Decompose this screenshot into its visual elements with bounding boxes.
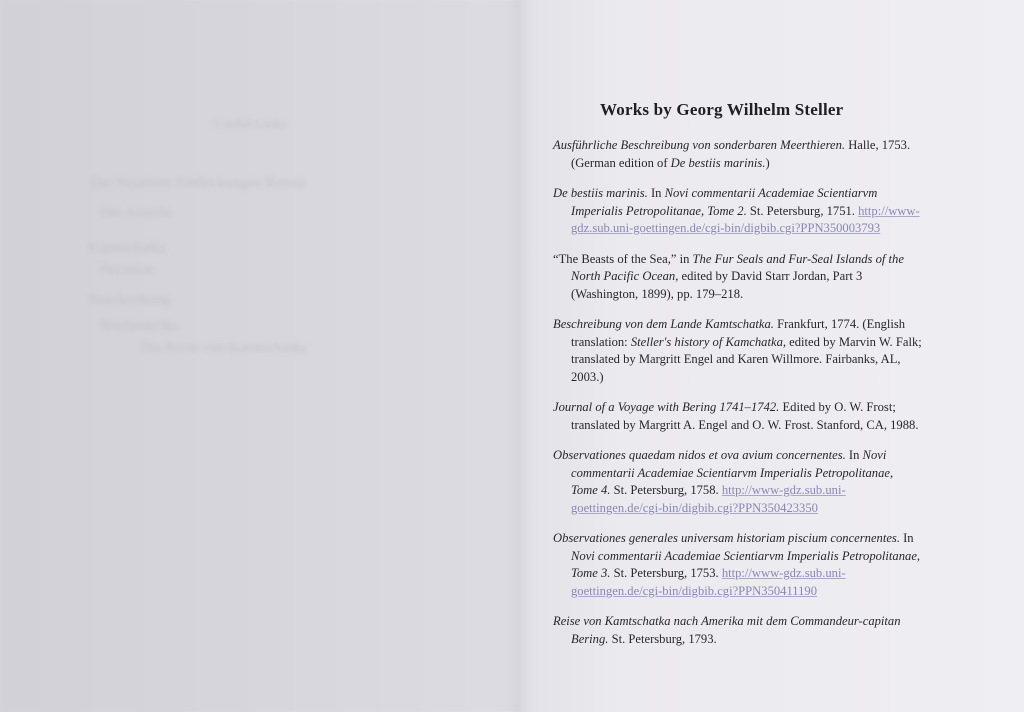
entry-text: In xyxy=(845,448,863,462)
work-title-secondary: Steller's history of Kamchatka, xyxy=(630,334,787,349)
entry-text-secondary: ) xyxy=(765,155,770,170)
ghost-line: Beschreibung xyxy=(88,292,171,308)
entry-text-secondary: St. Petersburg, 1753. xyxy=(610,566,722,580)
ghost-heading: Useful Links xyxy=(214,117,287,132)
work-title: Ausführliche Beschreibung von sonderbaren Meerthieren. xyxy=(553,138,846,152)
entry-text: edited by David Starr Jordan, Part 3 (Washington, 1899), pp. 179–218. xyxy=(571,269,863,301)
page-gutter xyxy=(505,0,535,712)
work-title-secondary: Novi commentarii Academiae Scientiarvm Imperialis Petropolitanae, Tome 3. xyxy=(571,548,921,580)
bibliography-list xyxy=(553,137,923,661)
work-title-secondary: De bestiis marinis. xyxy=(670,155,766,170)
entry-text-secondary: edited by Marvin W. Falk; translated by Margritt Engel and Karen Willmore. Fairbanks, AL, 2003.) xyxy=(571,334,922,384)
bibliography-entry xyxy=(553,137,923,172)
bibliography-entry xyxy=(553,251,923,304)
work-title: Observationes quaedam nidos et ova avium concernentes. xyxy=(553,448,846,462)
entry-text: In xyxy=(899,531,914,545)
ghost-line: Die Ansicht xyxy=(100,205,172,221)
entry-link[interactable]: http://www-gdz.sub.uni-goettingen.de/cgi-bin/digbib.cgi?PPN350423350 xyxy=(571,483,846,515)
page-title: Works by Georg Wilhelm Steller xyxy=(600,100,844,119)
ghost-line: Der Neuesten Entdeckungen Reisen xyxy=(90,175,307,191)
work-title: Observationes generales universam historiam piscium concernentes. xyxy=(553,531,900,545)
work-title: The Fur Seals and Fur-Seal Islands of the North Pacific Ocean, xyxy=(571,251,904,283)
bibliography-entry xyxy=(553,399,923,434)
bibliography-entry xyxy=(553,447,923,517)
entry-prefix: “The Beasts of the Sea,” in xyxy=(553,251,693,266)
work-title-secondary: Novi commentarii Academiae Scientiarvm Imperialis Petropolitanae, Tome 2. xyxy=(571,186,878,218)
ghost-line: Nordamerika xyxy=(100,318,180,334)
work-title: Reise von Kamtschatka nach Amerika mit dem Commandeur-capitan Bering. xyxy=(553,614,901,646)
entry-text: In xyxy=(647,186,665,200)
work-title: Journal of a Voyage with Bering 1741–1742. xyxy=(553,400,780,414)
ghost-line: Pecuniae xyxy=(100,262,155,278)
entry-text-secondary: St. Petersburg, 1751. xyxy=(746,203,859,218)
entry-text: Halle, 1753. (German edition of xyxy=(571,138,911,170)
entry-text: Edited by O. W. Frost; translated by Margritt A. Engel and O. W. Frost. Stanford, CA, 1988. xyxy=(571,400,919,432)
entry-text: St. Petersburg, 1793. xyxy=(608,631,717,646)
entry-link[interactable]: http://www-gdz.sub.uni-goettingen.de/cgi-bin/digbib.cgi?PPN350003793 xyxy=(571,203,920,235)
work-title: De bestiis marinis. xyxy=(553,186,648,200)
entry-link[interactable]: http://www-gdz.sub.uni-goettingen.de/cgi-bin/digbib.cgi?PPN350411190 xyxy=(571,566,846,598)
ghost-line: Die Reise von Kamtschatka xyxy=(140,340,308,356)
bibliography-entry xyxy=(553,530,923,600)
work-title: Beschreibung von dem Lande Kamtschatka. xyxy=(553,317,774,331)
entry-text-secondary: St. Petersburg, 1758. xyxy=(610,483,722,497)
bibliography-entry xyxy=(553,316,923,386)
entry-text: Frankfurt, 1774. (English translation: xyxy=(571,317,906,349)
bibliography-entry xyxy=(553,185,923,238)
bibliography-entry xyxy=(553,613,923,648)
ghost-line: Kamtschatka xyxy=(88,240,167,256)
work-title-secondary: Novi commentarii Academiae Scientiarvm Imperialis Petropolitanae, Tome 4. xyxy=(571,448,894,497)
